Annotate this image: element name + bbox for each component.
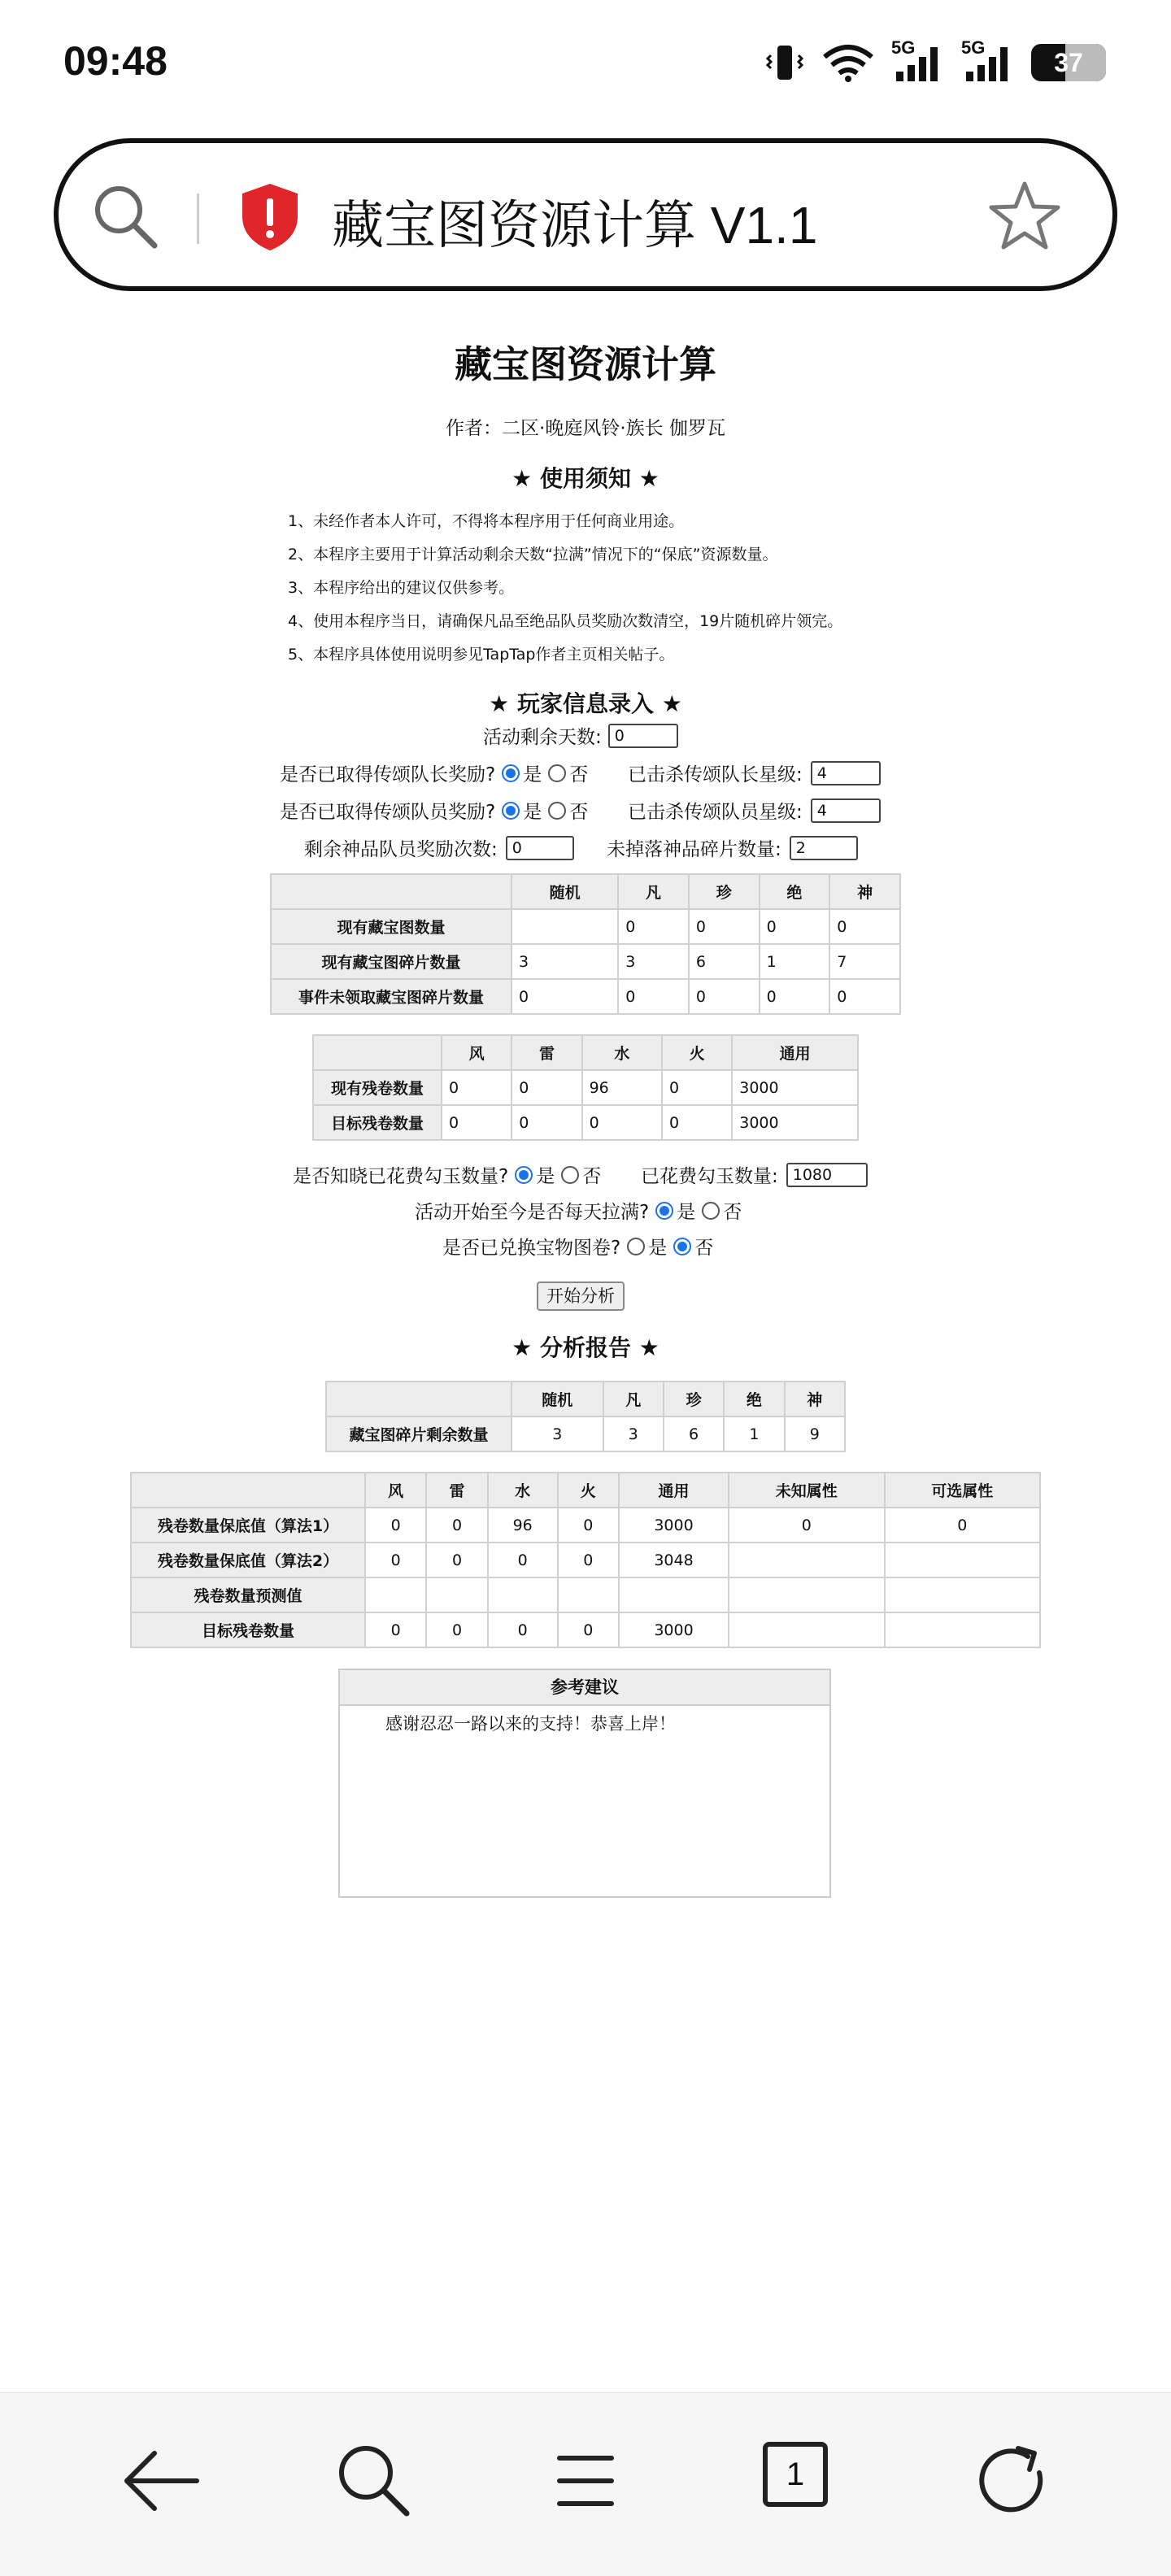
member-reward-yes-label[interactable]: 是 — [523, 802, 542, 823]
table-header: 凡 — [618, 874, 689, 909]
table-cell — [885, 1577, 1041, 1612]
network-type-2: 5G — [961, 37, 986, 58]
table-cell — [619, 1577, 729, 1612]
table-header-row — [271, 874, 900, 909]
advice-box — [338, 1669, 831, 1898]
input-section-title: ★ 玩家信息录入 ★ — [489, 690, 682, 717]
member-reward-row — [280, 797, 588, 824]
page-title: 藏宝图资源计算 — [455, 342, 716, 386]
table-cell: 3000 — [619, 1508, 729, 1543]
search-icon[interactable] — [333, 2440, 415, 2522]
table-row — [313, 1070, 858, 1105]
days-row — [483, 722, 678, 749]
table-cell: 0 — [426, 1612, 487, 1647]
table-header: 神 — [829, 874, 900, 909]
table-cell-input[interactable]: 1 — [760, 944, 830, 979]
refresh-icon[interactable] — [971, 2440, 1052, 2522]
table-cell: 0 — [558, 1543, 619, 1577]
table-cell — [558, 1577, 619, 1612]
table-header: 通用 — [619, 1473, 729, 1508]
table-cell: 0 — [558, 1508, 619, 1543]
table-header: 通用 — [732, 1035, 858, 1070]
captain-stars-input[interactable]: 4 — [811, 761, 881, 785]
table-cell-input[interactable]: 6 — [689, 944, 760, 979]
notice-item: 4、使用本程序当日，请确保凡品至绝品队员奖励次数清空，19片随机碎片领完。 — [288, 612, 843, 630]
table-header: 水 — [488, 1473, 558, 1508]
spent-known-no-radio[interactable] — [561, 1166, 579, 1184]
tabs-button[interactable] — [763, 2442, 828, 2507]
table-cell: 6 — [664, 1416, 724, 1451]
table-row — [131, 1508, 1040, 1543]
notice-item: 2、本程序主要用于计算活动剩余天数“拉满”情况下的“保底”资源数量。 — [288, 546, 778, 564]
author-line: 作者：二区·晚庭风铃·族长 伽罗瓦 — [446, 418, 725, 439]
fragments-input[interactable]: 2 — [790, 836, 858, 860]
status-time: 09:48 — [63, 38, 168, 84]
table-header: 随机 — [511, 1382, 603, 1416]
table-cell: 0 — [488, 1612, 558, 1647]
table-cell-input[interactable]: 0 — [582, 1105, 662, 1140]
table-cell — [885, 1612, 1041, 1647]
member-reward-label: 是否已取得传颂队员奖励? — [280, 802, 496, 823]
report-section-title: ★ 分析报告 ★ — [511, 1334, 660, 1361]
battery-icon — [1031, 44, 1106, 81]
member-reward-no-label[interactable]: 否 — [569, 802, 589, 823]
row-label: 现有藏宝图数量 — [271, 909, 511, 944]
notice-item: 5、本程序具体使用说明参见TapTap作者主页相关帖子。 — [288, 646, 675, 664]
back-arrow-icon[interactable] — [120, 2440, 202, 2522]
captain-reward-row — [280, 759, 588, 786]
member-reward-yes-radio[interactable] — [502, 802, 520, 820]
remaining-reward-input[interactable]: 0 — [506, 836, 574, 860]
table-header — [326, 1382, 511, 1416]
exchanged-row — [442, 1233, 713, 1260]
table-cell-input[interactable]: 0 — [511, 1105, 581, 1140]
vibrate-icon — [764, 42, 805, 83]
fragments-label: 未掉落神品碎片数量: — [607, 839, 781, 860]
spent-known-row — [293, 1161, 601, 1188]
row-label: 残卷数量保底值（算法2） — [131, 1543, 365, 1577]
row-label: 现有残卷数量 — [313, 1070, 442, 1105]
table-cell-input[interactable]: 0 — [689, 909, 760, 944]
status-icons — [764, 37, 1106, 83]
table-cell: 9 — [785, 1416, 845, 1451]
address-title[interactable]: 藏宝图资源计算 V1.1 — [332, 196, 818, 255]
daily-full-row — [415, 1197, 742, 1224]
advice-text: 感谢忍忍一路以来的支持！恭喜上岸！ — [385, 1714, 676, 1734]
spent-input[interactable]: 1080 — [786, 1163, 868, 1187]
analyze-button[interactable]: 开始分析 — [537, 1281, 625, 1311]
table-header: 未知属性 — [729, 1473, 884, 1508]
table-cell-input[interactable]: 0 — [829, 979, 900, 1014]
bottom-nav — [0, 2392, 1171, 2576]
table-row — [131, 1543, 1040, 1577]
table-row — [131, 1612, 1040, 1647]
table-cell: 3000 — [619, 1612, 729, 1647]
bookmark-star-icon[interactable] — [986, 177, 1064, 255]
table-header: 绝 — [724, 1382, 784, 1416]
address-divider — [197, 194, 199, 244]
captain-reward-no-label[interactable]: 否 — [569, 764, 589, 785]
spent-known-yes-label[interactable]: 是 — [536, 1166, 555, 1187]
menu-icon[interactable] — [545, 2440, 626, 2522]
table-cell-input[interactable]: 0 — [760, 979, 830, 1014]
table-header: 雷 — [511, 1035, 581, 1070]
table-header: 绝 — [760, 874, 830, 909]
table-cell: 0 — [488, 1543, 558, 1577]
table-header: 风 — [442, 1035, 511, 1070]
table-cell-input[interactable]: 0 — [618, 909, 689, 944]
days-label: 活动剩余天数: — [483, 727, 602, 748]
table-header: 水 — [582, 1035, 662, 1070]
table-cell: 0 — [558, 1612, 619, 1647]
daily-full-no-label[interactable]: 否 — [723, 1202, 742, 1223]
table-header: 凡 — [603, 1382, 664, 1416]
battery-level: 37 — [1054, 48, 1083, 77]
table-cell — [729, 1543, 884, 1577]
table-cell — [488, 1577, 558, 1612]
table-row — [313, 1105, 858, 1140]
row-label: 事件未领取藏宝图碎片数量 — [271, 979, 511, 1014]
security-shield-icon[interactable] — [239, 181, 301, 254]
table-cell-input[interactable]: 3000 — [732, 1105, 858, 1140]
table-cell: 0 — [365, 1543, 426, 1577]
signal-2 — [961, 37, 1015, 83]
table-header: 珍 — [664, 1382, 724, 1416]
captain-reward-yes-label[interactable]: 是 — [523, 764, 542, 785]
exchanged-no-radio[interactable] — [673, 1238, 691, 1255]
notice-item: 1、未经作者本人许可，不得将本程序用于任何商业用途。 — [288, 512, 685, 530]
table-cell-input[interactable] — [511, 909, 618, 944]
table-cell-input[interactable]: 0 — [511, 1070, 581, 1105]
exchanged-yes-label[interactable]: 是 — [648, 1238, 668, 1259]
table-cell: 3 — [511, 1416, 603, 1451]
advice-title: 参考建议 — [340, 1670, 829, 1706]
table-cell: 0 — [426, 1543, 487, 1577]
table-cell-input[interactable]: 0 — [442, 1070, 511, 1105]
row-label: 残卷数量预测值 — [131, 1577, 365, 1612]
table-header: 珍 — [689, 874, 760, 909]
notice-item: 3、本程序给出的建议仅供参考。 — [288, 579, 515, 597]
report-fragments-table — [325, 1381, 846, 1452]
member-stars-label: 已击杀传颂队员星级: — [628, 802, 803, 823]
table-cell — [729, 1612, 884, 1647]
table-cell-input[interactable]: 0 — [689, 979, 760, 1014]
remaining-reward-label: 剩余神品队员奖励次数: — [304, 839, 498, 860]
table-header: 风 — [365, 1473, 426, 1508]
notice-title: ★ 使用须知 ★ — [511, 465, 660, 492]
member-stars-input[interactable]: 4 — [811, 798, 881, 823]
address-bar[interactable] — [54, 138, 1117, 291]
table-header: 雷 — [426, 1473, 487, 1508]
member-reward-no-radio[interactable] — [548, 802, 566, 820]
table-header — [313, 1035, 442, 1070]
remaining-reward-row — [304, 834, 574, 861]
captain-stars-label: 已击杀传颂队长星级: — [628, 764, 803, 785]
daily-full-label: 活动开始至今是否每天拉满? — [415, 1202, 650, 1223]
captain-reward-yes-radio[interactable] — [502, 764, 520, 782]
table-cell: 0 — [885, 1508, 1041, 1543]
table-cell: 3 — [603, 1416, 664, 1451]
row-label: 藏宝图碎片剩余数量 — [326, 1416, 511, 1451]
notice-list — [288, 505, 1171, 672]
table-cell-input[interactable]: 0 — [442, 1105, 511, 1140]
table-row — [271, 909, 900, 944]
table-cell-input[interactable]: 0 — [511, 979, 618, 1014]
network-type-1: 5G — [891, 37, 916, 58]
table-row — [271, 979, 900, 1014]
table-row — [326, 1416, 845, 1451]
table-row — [131, 1577, 1040, 1612]
table-cell: 0 — [426, 1508, 487, 1543]
table-cell — [729, 1577, 884, 1612]
wifi-icon — [821, 42, 875, 83]
row-label: 残卷数量保底值（算法1） — [131, 1508, 365, 1543]
table-header-row — [326, 1382, 845, 1416]
daily-full-yes-label[interactable]: 是 — [677, 1202, 696, 1223]
exchanged-no-label[interactable]: 否 — [694, 1238, 714, 1259]
table-cell-input[interactable]: 3000 — [732, 1070, 858, 1105]
table-cell — [365, 1577, 426, 1612]
table-header: 火 — [662, 1035, 732, 1070]
table-cell — [426, 1577, 487, 1612]
table-cell-input[interactable]: 0 — [662, 1105, 732, 1140]
captain-reward-no-radio[interactable] — [548, 764, 566, 782]
table-cell-input[interactable]: 3 — [618, 944, 689, 979]
tab-count: 1 — [786, 2456, 805, 2492]
spent-known-no-label[interactable]: 否 — [582, 1166, 602, 1187]
report-scrolls-table — [130, 1472, 1041, 1648]
table-cell-input[interactable]: 0 — [618, 979, 689, 1014]
exchanged-yes-radio[interactable] — [627, 1238, 645, 1255]
table-cell: 3048 — [619, 1543, 729, 1577]
table-header — [271, 874, 511, 909]
table-cell-input[interactable]: 7 — [829, 944, 900, 979]
table-row — [271, 944, 900, 979]
search-icon[interactable] — [89, 181, 163, 254]
table-header: 可选属性 — [885, 1473, 1041, 1508]
captain-stars-row — [628, 759, 881, 786]
table-header: 神 — [785, 1382, 845, 1416]
table-header: 随机 — [511, 874, 618, 909]
table-cell-input[interactable]: 0 — [662, 1070, 732, 1105]
page-content — [0, 325, 1171, 719]
table-cell: 0 — [365, 1508, 426, 1543]
fragments-row — [607, 834, 858, 861]
spent-known-yes-radio[interactable] — [515, 1166, 533, 1184]
table-cell — [885, 1543, 1041, 1577]
table-cell: 1 — [724, 1416, 784, 1451]
days-input[interactable]: 0 — [608, 724, 678, 748]
member-stars-row — [628, 797, 881, 824]
row-label: 目标残卷数量 — [313, 1105, 442, 1140]
table-header — [131, 1473, 365, 1508]
table-cell: 96 — [488, 1508, 558, 1543]
table-cell-input[interactable]: 0 — [760, 909, 830, 944]
table-header: 火 — [558, 1473, 619, 1508]
scroll-table — [312, 1034, 859, 1141]
table-header-row — [131, 1473, 1040, 1508]
table-header-row — [313, 1035, 858, 1070]
signal-1 — [891, 37, 945, 83]
daily-full-no-radio[interactable] — [702, 1202, 720, 1220]
daily-full-yes-radio[interactable] — [655, 1202, 673, 1220]
status-bar — [0, 0, 1171, 122]
table-cell-input[interactable]: 3 — [511, 944, 618, 979]
captain-reward-label: 是否已取得传颂队长奖励? — [280, 764, 496, 785]
table-cell: 0 — [365, 1612, 426, 1647]
table-cell-input[interactable]: 96 — [582, 1070, 662, 1105]
spent-row — [641, 1161, 868, 1188]
row-label: 现有藏宝图碎片数量 — [271, 944, 511, 979]
map-table — [270, 873, 901, 1015]
table-cell-input[interactable]: 0 — [829, 909, 900, 944]
exchanged-label: 是否已兑换宝物图卷? — [442, 1238, 621, 1259]
table-cell: 0 — [729, 1508, 884, 1543]
spent-known-label: 是否知晓已花费勾玉数量? — [293, 1166, 509, 1187]
row-label: 目标残卷数量 — [131, 1612, 365, 1647]
spent-label: 已花费勾玉数量: — [641, 1166, 778, 1187]
